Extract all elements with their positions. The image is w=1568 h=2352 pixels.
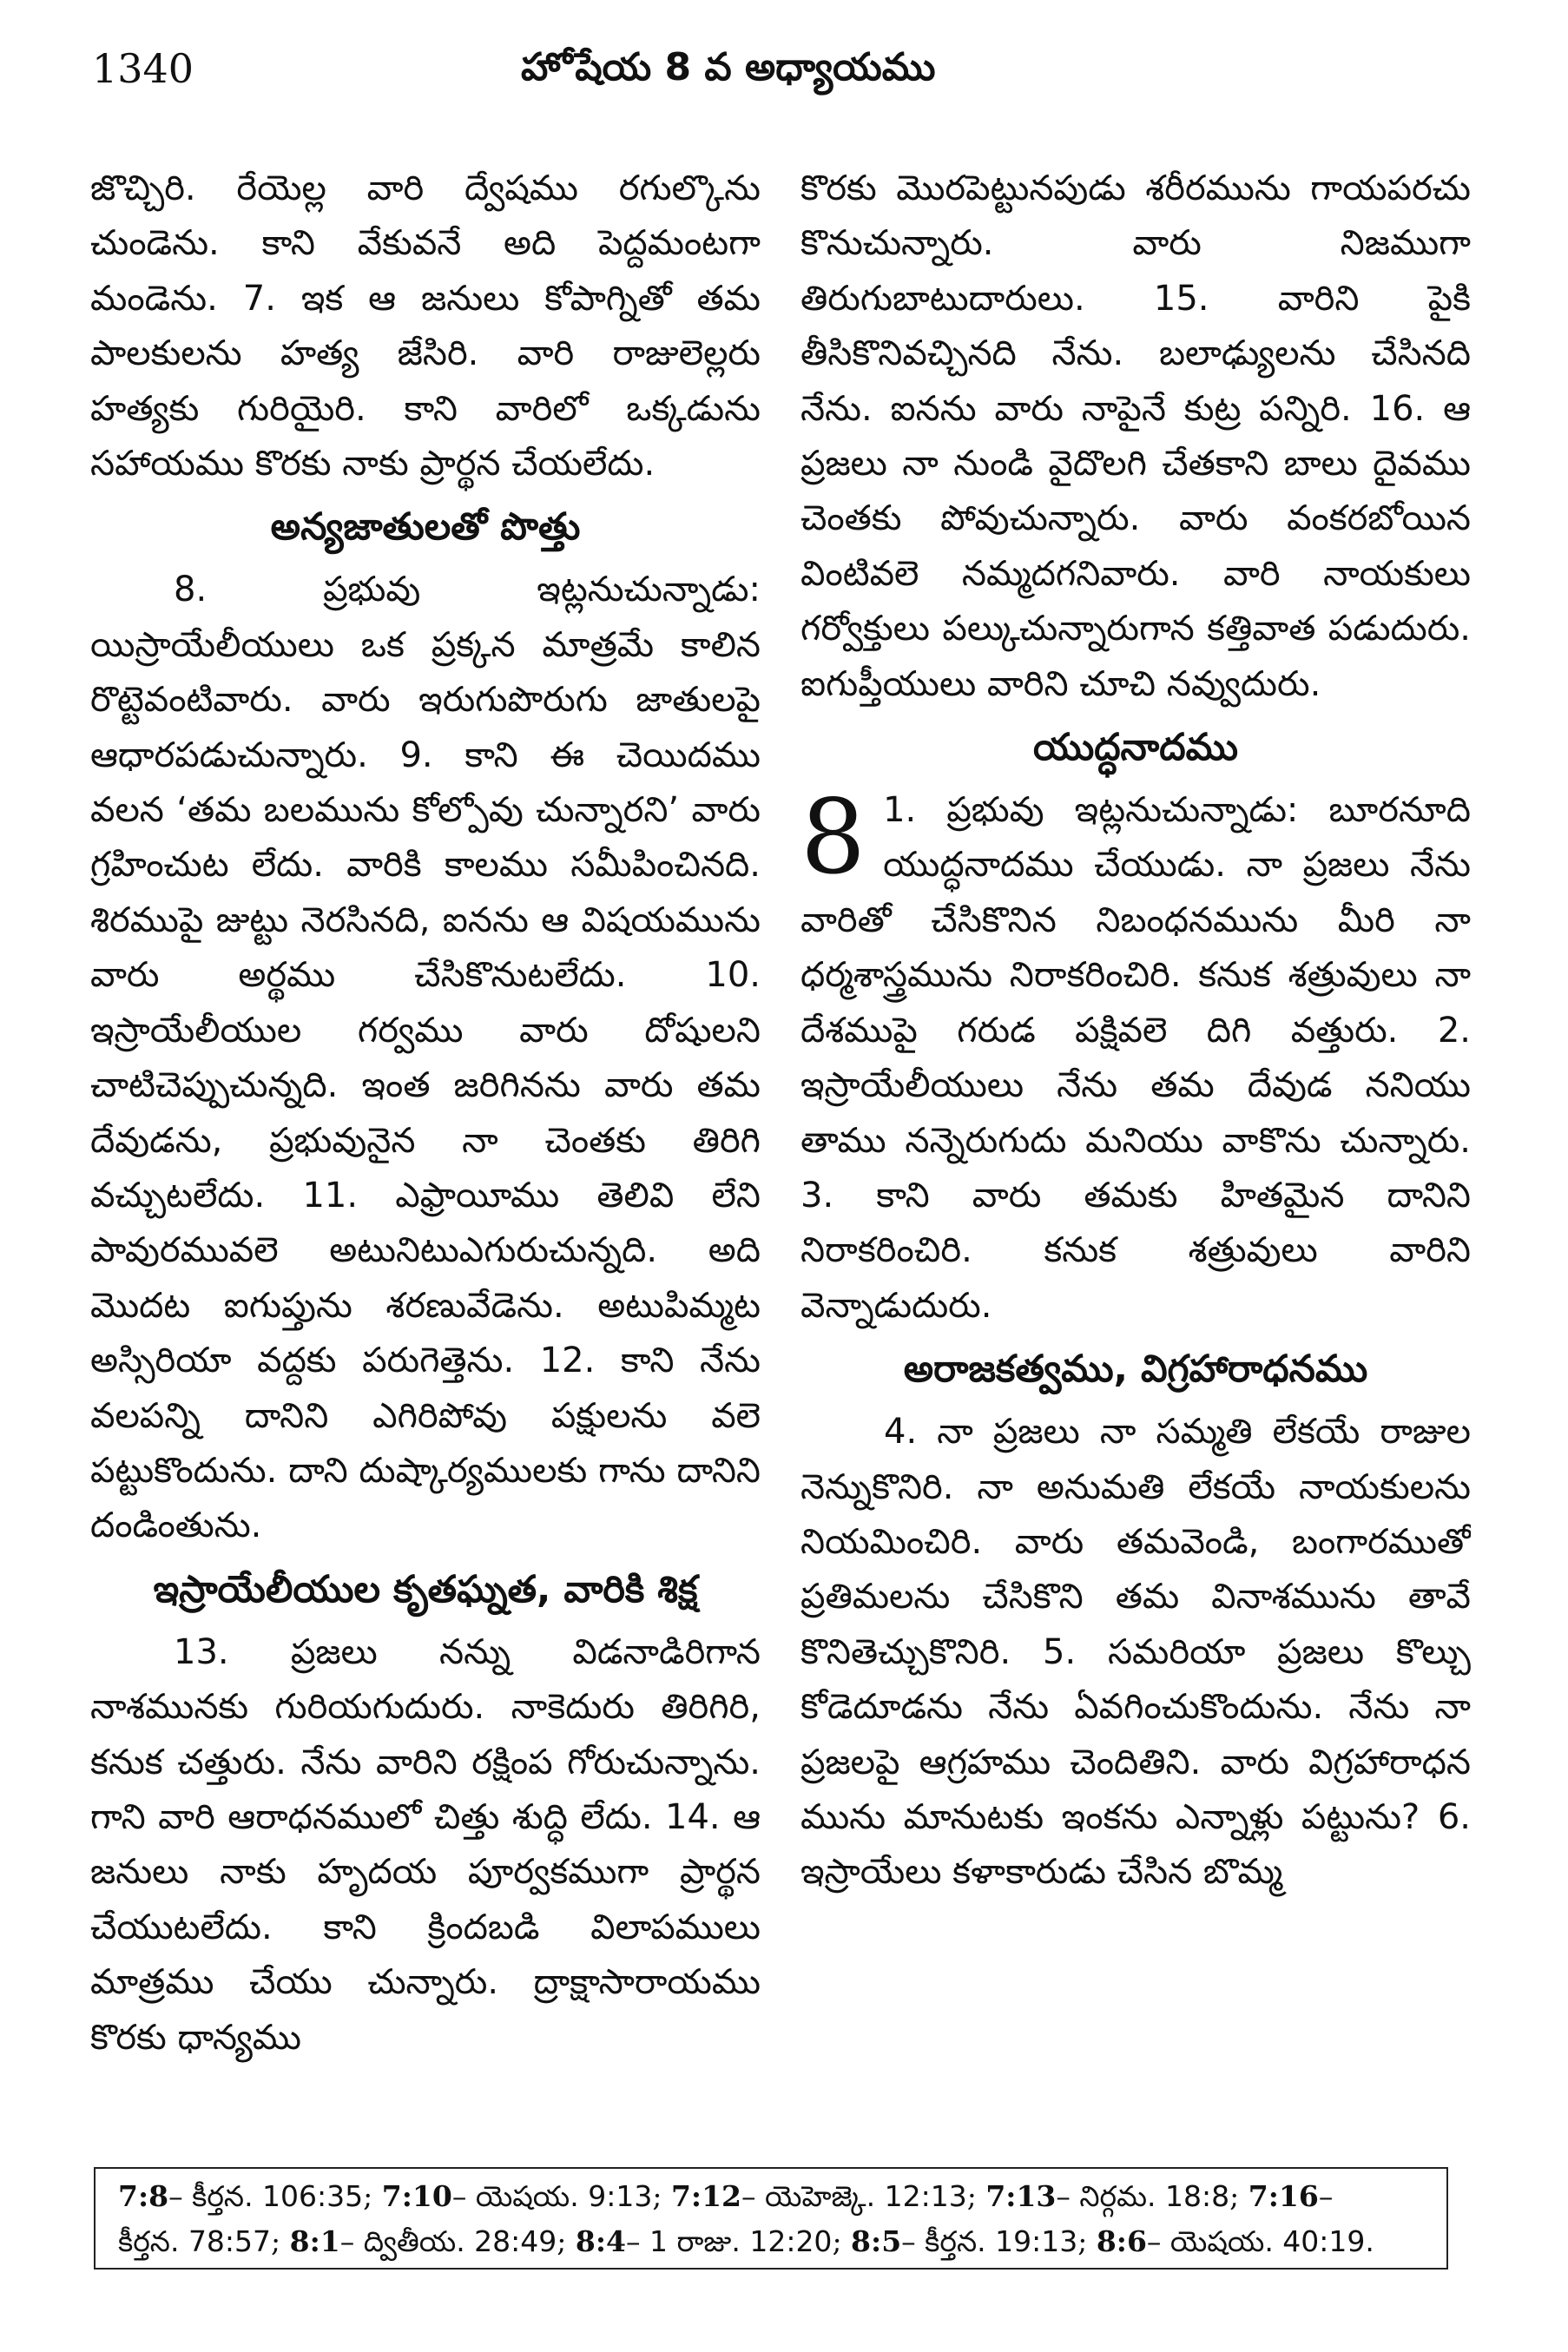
cross-reference: 8:4– 1 రాజు. 12:20; xyxy=(575,2224,852,2258)
reference-text: కీర్తన. 106:35 xyxy=(192,2179,364,2213)
section-heading: అరాజకత్వము, విగ్రహారాధనము xyxy=(903,1347,1368,1392)
section-heading: ఇస్రాయేలీయుల కృతఘ్నత, వారికి శిక్ష xyxy=(153,1567,698,1611)
body-paragraph: 4. నా ప్రజలు నా సమ్మతి లేకయే రాజుల నెన్నుకొనిరి. నా అనుమతి లేకయే నాయకులను నియమించిరి. వారు తమవెండి, బంగారముతో ప్రతిమలను చేసికొని తమ వినాశమును తావే కొనితెచ్చుకొనిరి. 5. సమరియా ప్రజలు కొల్చు కోడెదూడను నేను ఏవగించుకొందును. నేను నా ప్రజలపై ఆగ్రహము చెందితిని. వారు విగ్రహారాధన మును మానుటకు ఇంకను ఎన్నాళ్లు పట్టును? 6. ఇస్రాయేలు కళాకారుడు చేసిన బొమ్మ xyxy=(800,1412,1471,1893)
verse-key: 7:8 xyxy=(118,2179,169,2213)
reference-text: యెషయ. 9:13 xyxy=(475,2179,653,2213)
reference-text: కీర్తన. 78:57 xyxy=(118,2224,272,2258)
running-title: హోషేయ 8 వ అధ్యాయము xyxy=(521,45,936,89)
reference-text: యెహెజ్కె. 12:13 xyxy=(765,2179,967,2213)
section-heading: అన్యజాతులతో పొత్తు xyxy=(270,505,581,550)
cross-reference: 7:16– xyxy=(1248,2179,1334,2213)
cross-reference-box xyxy=(94,2167,1448,2270)
cross-reference: 8:6– యెషయ. 40:19. xyxy=(1096,2224,1374,2258)
cross-reference: 7:12– యెహెజ్కె. 12:13; xyxy=(670,2179,986,2213)
verse-key: 7:16 xyxy=(1248,2179,1319,2213)
body-paragraph: కొరకు మొరపెట్టునపుడు శరీరమును గాయపరచు కొనుచున్నారు. వారు నిజముగా తిరుగుబాటుదారులు. 15. వారిని పైకి తీసికొనివచ్చినది నేను. బలాఢ్యులను చేసినది నేను. ఐనను వారు నాపైనే కుట్ర పన్నిరి. 16. ఆ ప్రజలు నా నుండి వైదొలగి చేతకాని బాలు దైవము చెంతకు పోవుచున్నారు. వారు వంకరబోయిన వింటివలె నమ్మదగనివారు. వారి నాయకులు గర్వోక్తులు పల్కుచున్నారుగాన కత్తివాత పడుదురు. ఐగుప్తీయులు వారిని చూచి నవ్వుదురు. xyxy=(800,168,1471,704)
verse-key: 7:13 xyxy=(985,2179,1057,2213)
verse-key: 8:5 xyxy=(851,2224,902,2258)
page-number: 1340 xyxy=(92,45,194,92)
reference-text: యెషయ. 40:19. xyxy=(1169,2224,1374,2258)
section-heading: యుద్ధనాదము xyxy=(1033,726,1238,770)
body-paragraph: 13. ప్రజలు నన్ను విడనాడిరిగాన నాశమునకు గురియగుదురు. నాకెదురు తిరిగిరి, కనుక చత్తురు. నేను వారిని రక్షింప గోరుచున్నాను. గాని వారి ఆరాధనములో చిత్తు శుద్ధి లేదు. 14. ఆ జనులు నాకు హృదయ పూర్వకముగా ప్రార్థన చేయుటలేదు. కాని క్రిందబడి విలాపములు మాత్రము చేయు చున్నారు. ద్రాక్షాసారాయము కొరకు ధాన్యము xyxy=(90,1631,761,2058)
chapter-number: 8 xyxy=(800,777,866,898)
verse-key: 7:10 xyxy=(381,2179,452,2213)
cross-reference: 8:5– కీర్తన. 19:13; xyxy=(851,2224,1097,2258)
cross-reference: 7:10– యెషయ. 9:13; xyxy=(381,2179,671,2213)
cross-reference-line xyxy=(118,2219,1424,2264)
cross-reference-line xyxy=(118,2174,1424,2219)
cross-reference: 7:13– నిర్గమ. 18:8; xyxy=(985,2179,1248,2213)
reference-text: నిర్గమ. 18:8 xyxy=(1079,2179,1230,2213)
reference-text: కీర్తన. 19:13 xyxy=(925,2224,1078,2258)
verse-key: 8:6 xyxy=(1096,2224,1147,2258)
verse-key: 7:12 xyxy=(670,2179,742,2213)
chapter-opening xyxy=(800,777,1471,1334)
right-column xyxy=(800,161,1471,2106)
reference-text: 1 రాజు. 12:20 xyxy=(649,2224,833,2258)
verse-key: 8:4 xyxy=(575,2224,626,2258)
body-paragraph: జొచ్చిరి. రేయెల్ల వారి ద్వేషము రగుల్కొను చుండెను. కాని వేకువనే అది పెద్దమంటగా మండెను. 7. ఇక ఆ జనులు కోపాగ్నితో తమ పాలకులను హత్య జేసిరి. వారి రాజులెల్లరు హత్యకు గురియైరి. కాని వారిలో ఒక్కడును సహాయము కొరకు నాకు ప్రార్థన చేయలేదు. xyxy=(90,168,761,484)
cross-reference: 8:1– ద్వితీయ. 28:49; xyxy=(289,2224,576,2258)
body-paragraph: 1. ప్రభువు ఇట్లనుచున్నాడు: బూరనూది యుద్ధనాదము చేయుడు. నా ప్రజలు నేను వారితో చేసికొనిన నిబంధనమును మీరి నా ధర్మశాస్త్రమును నిరాకరించిరి. కనుక శత్రువులు నా దేశముపై గరుడ పక్షివలె దిగి వత్తురు. 2. ఇస్రాయేలీయులు నేను తమ దేవుడ ననియు తాము నన్నెరుగుదు మనియు వాకొను చున్నారు. 3. కాని వారు తమకు హితమైన దానిని నిరాకరించిరి. కనుక శత్రువులు వారిని వెన్నాడుదురు. xyxy=(800,790,1471,1326)
body-paragraph: 8. ప్రభువు ఇట్లనుచున్నాడు: యిస్రాయేలీయులు ఒక ప్రక్కన మాత్రమే కాలిన రొట్టెవంటివారు. వారు ఇరుగుపొరుగు జాతులపై ఆధారపడుచున్నారు. 9. కాని ఈ చెయిదము వలన ‘తమ బలమును కోల్పోవు చున్నారని’ వారు గ్రహించుట లేదు. వారికి కాలము సమీపించినది. శిరముపై జుట్టు నెరసినది, ఐనను ఆ విషయమును వారు అర్థము చేసికొనుటలేదు. 10. ఇస్రాయేలీయుల గర్వము వారు దోషులని చాటిచెప్పుచున్నది. ఇంత జరిగినను వారు తమ దేవుడను, ప్రభువునైన నా చెంతకు తిరిగి వచ్చుటలేదు. 11. ఎఫ్రాయీము తెలివి లేని పావురమువలె అటునిటుఎగురుచున్నది. అది మొదట ఐగుప్తును శరణువేడెను. అటుపిమ్మట అస్సిరియా వద్దకు పరుగెత్తెను. 12. కాని నేను వలపన్ని దానిని ఎగిరిపోవు పక్షులను వలె పట్టుకొందును. దాని దుష్కార్యములకు గాను దానిని దండింతును. xyxy=(90,570,761,1546)
verse-key: 8:1 xyxy=(289,2224,340,2258)
cross-reference: 7:8– కీర్తన. 106:35; xyxy=(118,2179,382,2213)
cross-reference: కీర్తన. 78:57; xyxy=(118,2224,290,2258)
left-column xyxy=(90,161,761,2106)
reference-text: ద్వితీయ. 28:49 xyxy=(363,2224,557,2258)
